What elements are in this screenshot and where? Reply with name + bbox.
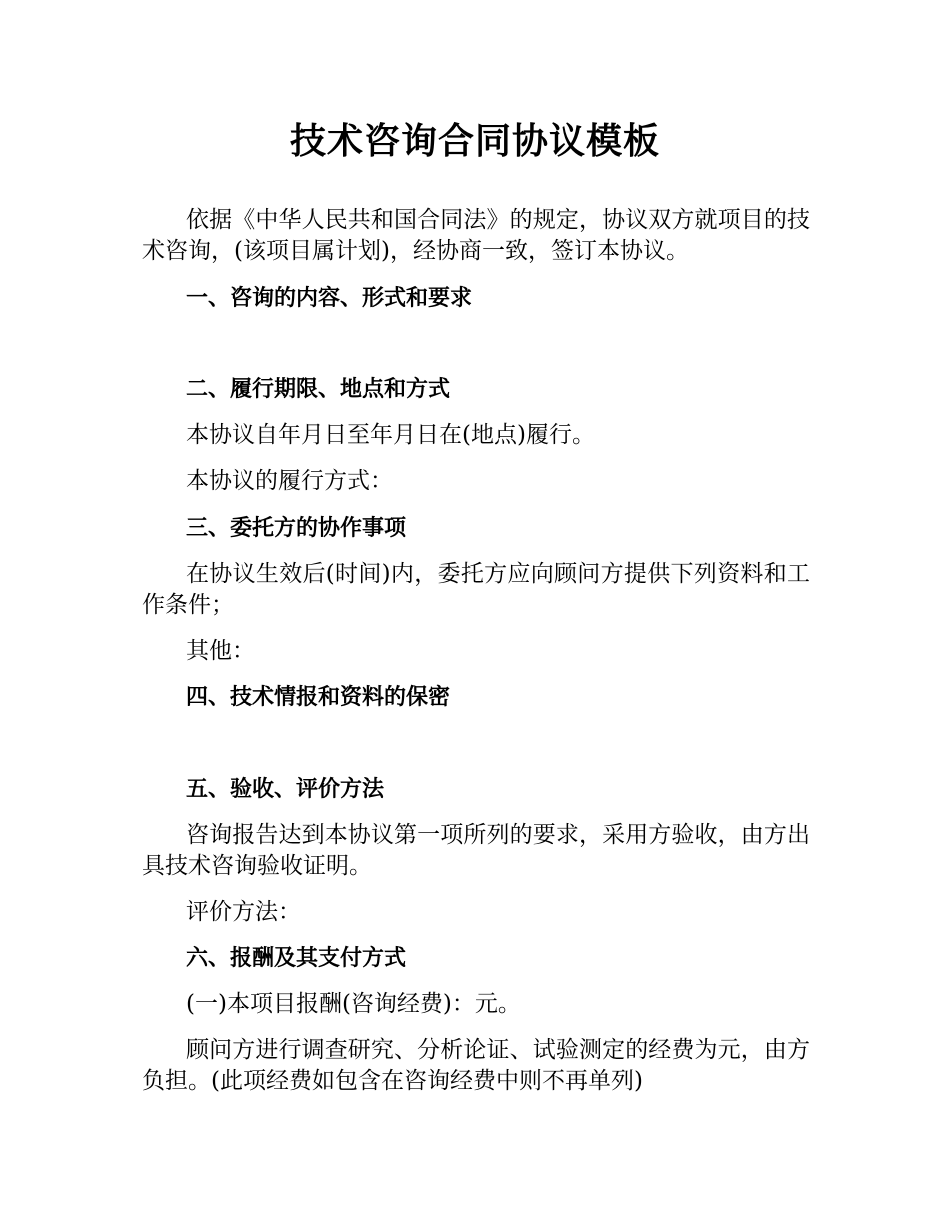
section-5-heading: 五、验收、评价方法 — [186, 777, 385, 802]
section-3-line-2: 其他： — [186, 638, 255, 664]
section-2-line-2: 本协议的履行方式： — [186, 468, 393, 494]
section-1-heading: 一、咨询的内容、形式和要求 — [186, 286, 473, 311]
section-2-heading: 二、履行期限、地点和方式 — [186, 377, 451, 402]
intro-paragraph: 依据《中华人民共和国合同法》的规定，协议双方就项目的技术咨询，(该项目属计划)，经协商一致，签订本协议。 — [142, 207, 810, 264]
section-6-line-1: (一)本项目报酬(咨询经费)：元。 — [186, 991, 521, 1017]
section-3-heading: 三、委托方的协作事项 — [186, 516, 407, 541]
section-4-heading: 四、技术情报和资料的保密 — [186, 685, 451, 710]
section-5-line-2: 评价方法： — [186, 899, 301, 925]
document-title: 技术咨询合同协议模板 — [289, 121, 660, 162]
section-5-paragraph-1: 咨询报告达到本协议第一项所列的要求，采用方验收，由方出具技术咨询验收证明。 — [142, 822, 810, 879]
section-3-paragraph-1: 在协议生效后(时间)内，委托方应向顾问方提供下列资料和工作条件； — [142, 561, 810, 618]
section-6-heading: 六、报酬及其支付方式 — [186, 946, 407, 971]
section-2-line-1: 本协议自年月日至年月日在(地点)履行。 — [186, 422, 595, 448]
section-6-paragraph-2: 顾问方进行调查研究、分析论证、试验测定的经费为元，由方负担。(此项经费如包含在咨询经费中则不再单列) — [142, 1037, 810, 1094]
